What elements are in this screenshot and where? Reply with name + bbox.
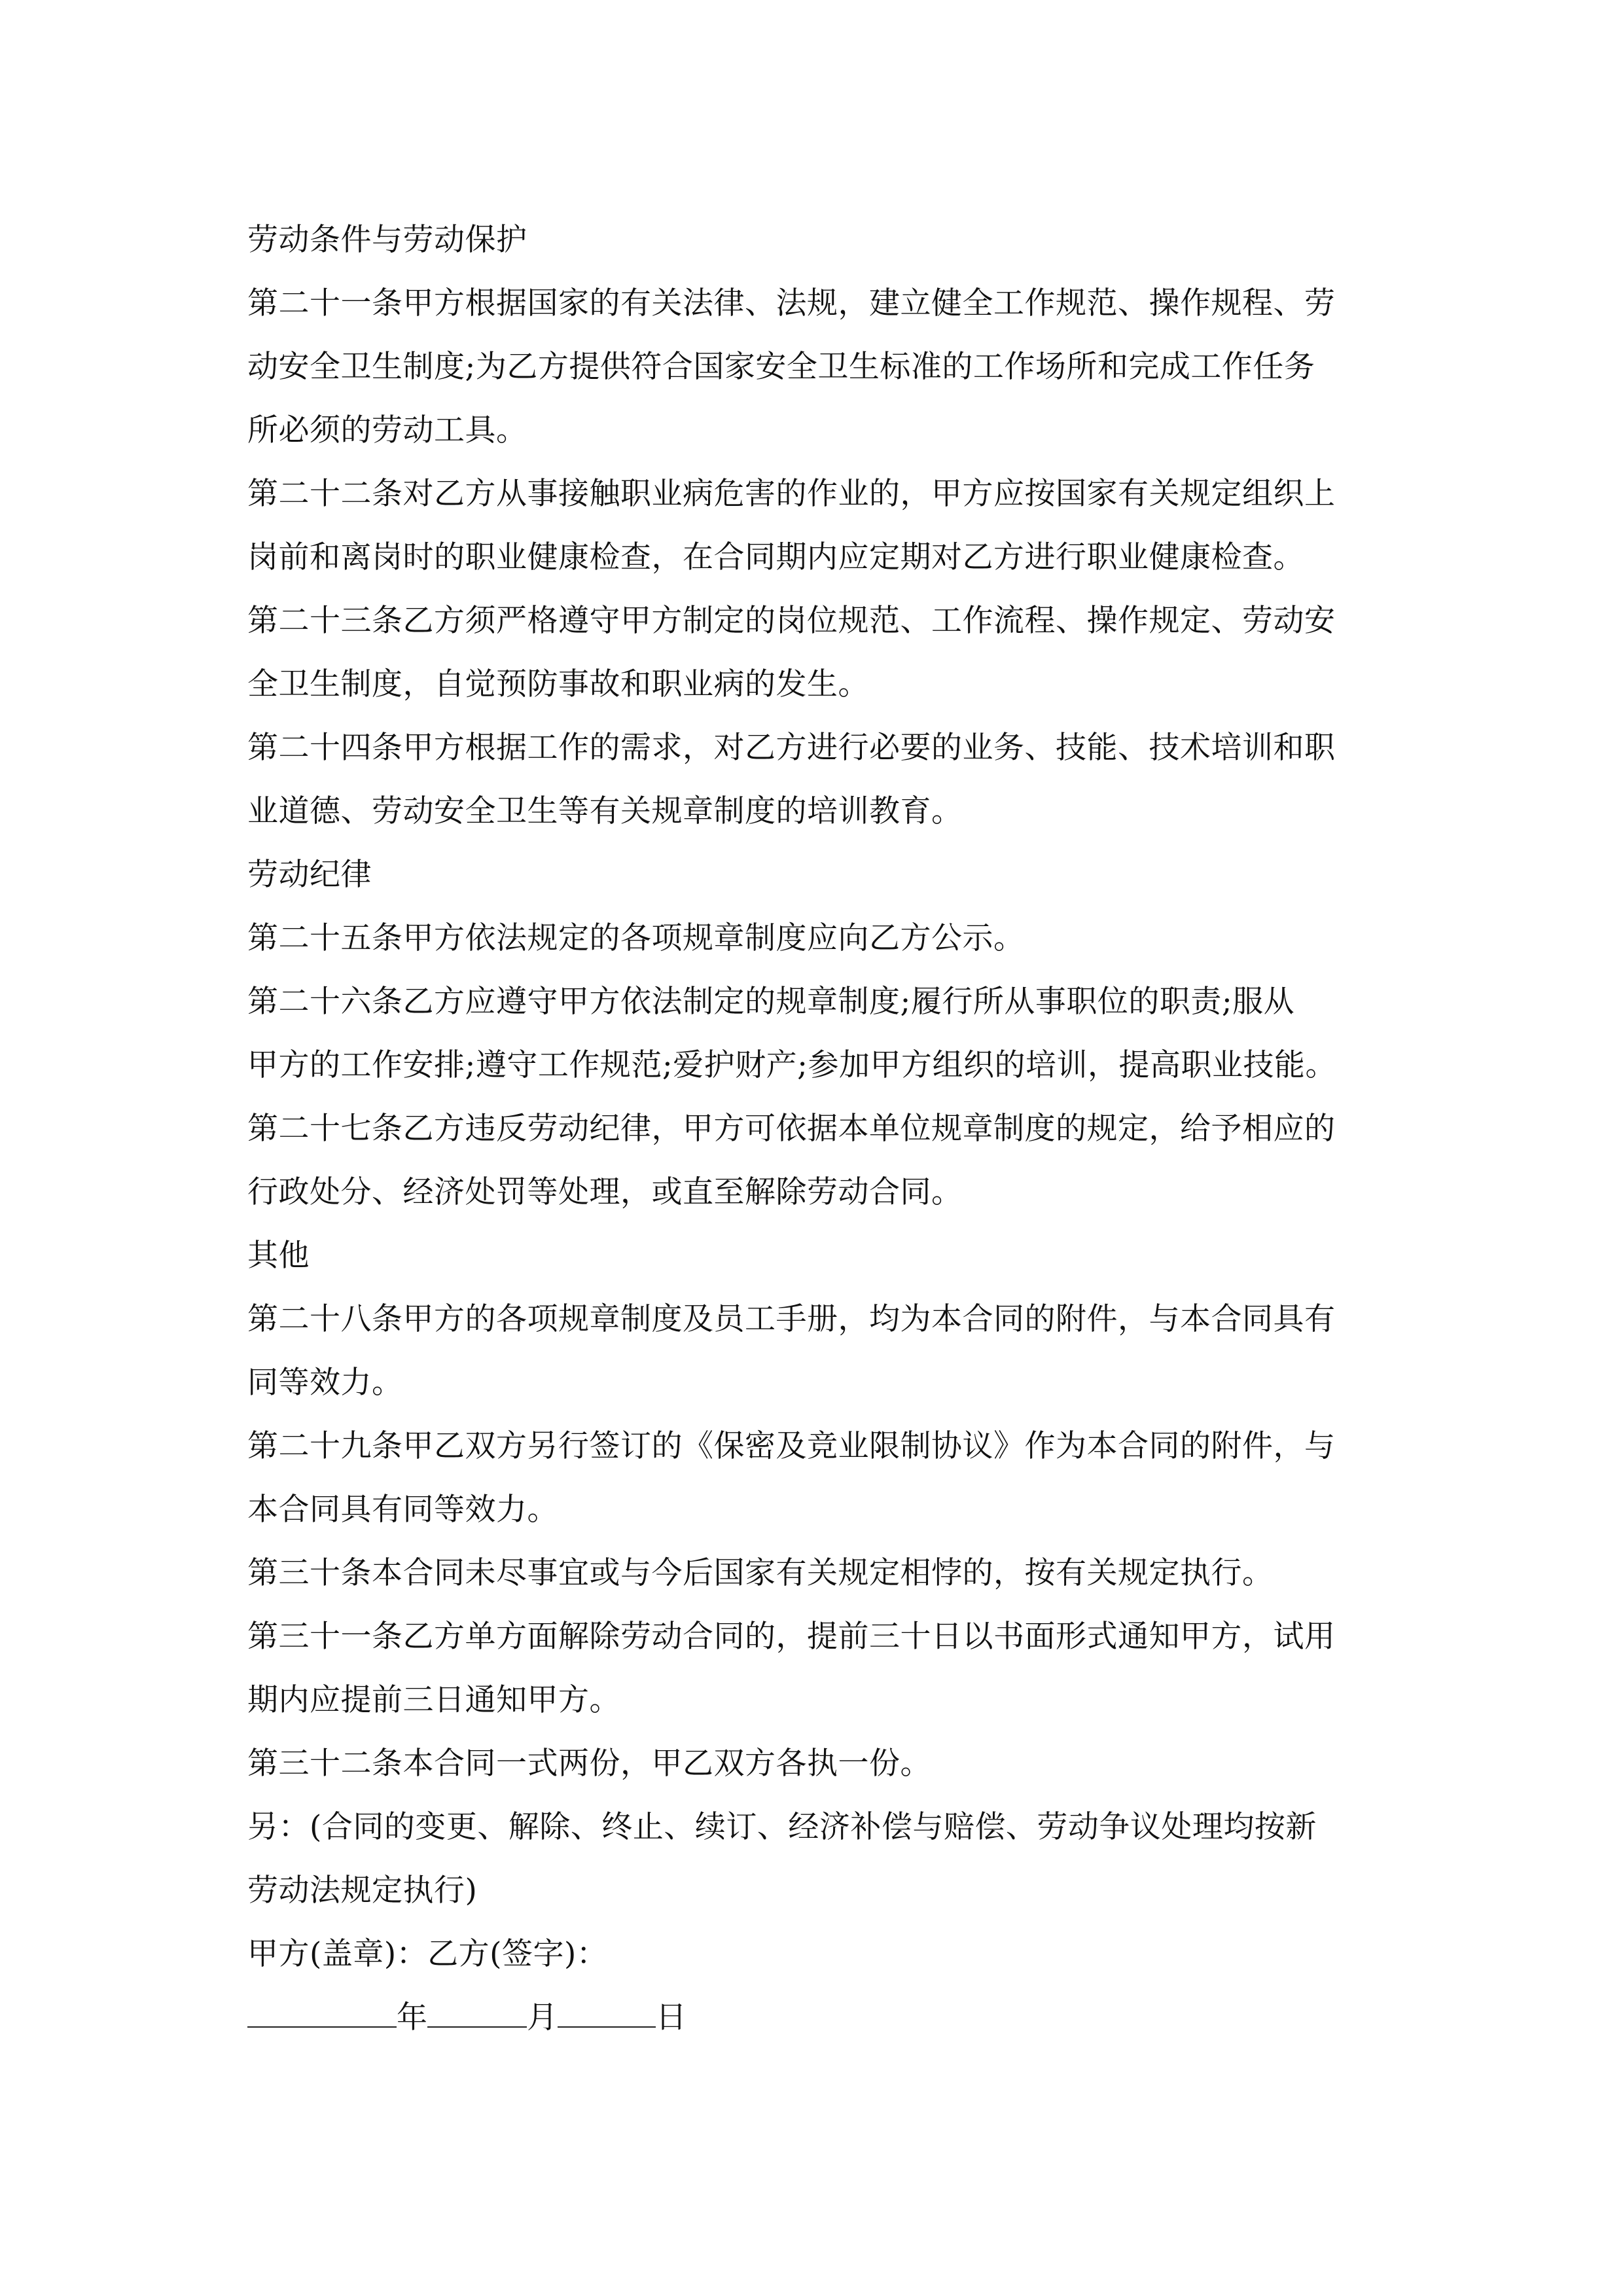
article-27-line-1: 第二十七条乙方违反劳动纪律，甲方可依据本单位规章制度的规定，给予相应的 xyxy=(247,1111,1336,1147)
section-heading-labor-conditions: 劳动条件与劳动保护 xyxy=(247,222,527,258)
date-line xyxy=(247,1986,1419,2049)
section-heading-other: 其他 xyxy=(247,1238,310,1274)
day-label: 日 xyxy=(656,2000,687,2036)
article-28-line-2: 同等效力。 xyxy=(247,1365,403,1401)
article-31-line-1: 第三十一条乙方单方面解除劳动合同的，提前三十日以书面形式通知甲方，试用 xyxy=(247,1619,1336,1655)
article-30-line-1: 第三十条本合同未尽事宜或与今后国家有关规定相悖的，按有关规定执行。 xyxy=(247,1555,1274,1591)
article-27-line-2: 行政处分、经济处罚等处理，或直至解除劳动合同。 xyxy=(247,1174,963,1210)
article-32-line-1: 第三十二条本合同一式两份，甲乙双方各执一份。 xyxy=(247,1746,931,1782)
month-blank xyxy=(427,2000,527,2028)
signature-line: 甲方(盖章)：乙方(签字)： xyxy=(247,1936,608,1972)
article-25-line-1: 第二十五条甲方依法规定的各项规章制度应向乙方公示。 xyxy=(247,920,1025,956)
article-24-line-1: 第二十四条甲方根据工作的需求，对乙方进行必要的业务、技能、技术培训和职 xyxy=(247,730,1336,766)
article-21-line-1: 第二十一条甲方根据国家的有关法律、法规，建立健全工作规范、操作规程、劳 xyxy=(247,285,1336,321)
article-24-line-2: 业道德、劳动安全卫生等有关规章制度的培训教育。 xyxy=(247,793,963,829)
year-label: 年 xyxy=(397,2000,427,2036)
article-21-line-3: 所必须的劳动工具。 xyxy=(247,412,527,448)
article-29-line-1: 第二十九条甲乙双方另行签订的《保密及竞业限制协议》作为本合同的附件，与 xyxy=(247,1428,1336,1464)
article-31-line-2: 期内应提前三日通知甲方。 xyxy=(247,1682,620,1718)
article-29-line-2: 本合同具有同等效力。 xyxy=(247,1492,558,1528)
article-22-line-1: 第二十二条对乙方从事接触职业病危害的作业的，甲方应按国家有关规定组织上 xyxy=(247,476,1336,512)
contract-page xyxy=(247,208,1419,2049)
supplementary-note-line-1: 另：(合同的变更、解除、终止、续订、经济补偿与赔偿、劳动争议处理均按新 xyxy=(247,1809,1317,1845)
year-blank xyxy=(247,2000,397,2028)
month-label: 月 xyxy=(527,2000,558,2036)
day-blank xyxy=(558,2000,656,2028)
supplementary-note-line-2: 劳动法规定执行) xyxy=(247,1873,478,1909)
article-26-line-2: 甲方的工作安排;遵守工作规范;爱护财产;参加甲方组织的培训，提高职业技能。 xyxy=(247,1047,1337,1083)
article-21-line-2: 动安全卫生制度;为乙方提供符合国家安全卫生标准的工作场所和完成工作任务 xyxy=(247,349,1315,385)
article-23-line-2: 全卫生制度，自觉预防事故和职业病的发生。 xyxy=(247,666,869,702)
article-22-line-2: 岗前和离岗时的职业健康检查，在合同期内应定期对乙方进行职业健康检查。 xyxy=(247,539,1304,575)
section-heading-labor-discipline: 劳动纪律 xyxy=(247,857,372,893)
article-23-line-1: 第二十三条乙方须严格遵守甲方制定的岗位规范、工作流程、操作规定、劳动安 xyxy=(247,603,1336,639)
article-26-line-1: 第二十六条乙方应遵守甲方依法制定的规章制度;履行所从事职位的职责;服从 xyxy=(247,984,1295,1020)
article-28-line-1: 第二十八条甲方的各项规章制度及员工手册，均为本合同的附件，与本合同具有 xyxy=(247,1301,1336,1337)
